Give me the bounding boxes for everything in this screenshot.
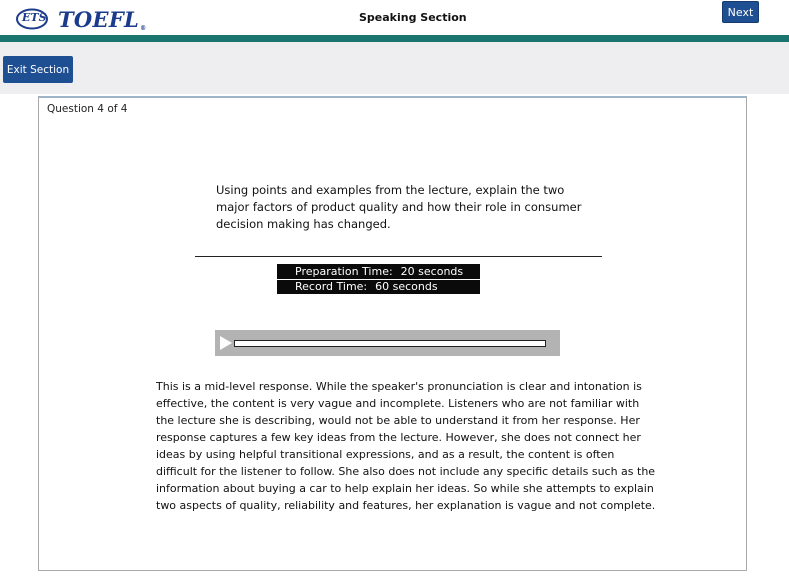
toefl-logo [16,6,146,32]
next-button[interactable]: Next [722,1,759,23]
preparation-time-value: 20 seconds [400,265,464,278]
question-prompt: Using points and examples from the lecture, explain the two major factors of product quality and how their role in consumer decision making has changed. [216,183,582,231]
preparation-time-label: Preparation Time: [295,265,393,278]
prompt-divider [195,256,602,257]
toolbar [0,42,789,94]
audio-progress-track[interactable] [234,340,546,347]
registered-mark: ® [140,24,147,32]
ets-logo-icon [16,8,50,30]
record-time-label: Record Time: [295,279,368,293]
question-panel [38,96,747,571]
ets-logo-text: ETS [22,11,47,24]
audio-player [215,330,560,356]
response-feedback-text: This is a mid-level response. While the speaker's pronunciation is clear and intonation is effective, the content is very vague and incomplete. Listeners who are not familiar with the lecture she is describing, would not be able to understand it from her response. Her response captures a few key ideas from the lecture. However, she does not connect her ideas by using helpful transitional expressions, and as a result, the content is often difficult for the listener to follow. She also does not include any specific details such as the information about buying a car to help explain her ideas. So while she attempts to explain two aspects of quality, reliability and features, her explanation is vague and not complete. [156,380,656,512]
header-divider-bar [0,35,789,42]
top-header: ETS TOEFL® Speaking Section Next [0,0,789,35]
timer-box [277,264,480,294]
question-counter: Question 4 of 4 [47,103,128,115]
exit-section-button[interactable]: Exit Section [3,56,73,83]
preparation-time [277,265,480,280]
record-time-value: 60 seconds [375,279,438,293]
record-time [277,280,480,295]
toefl-logo-text: TOEFL® [58,6,147,32]
timer-separator [277,279,480,280]
play-icon[interactable] [220,336,232,350]
